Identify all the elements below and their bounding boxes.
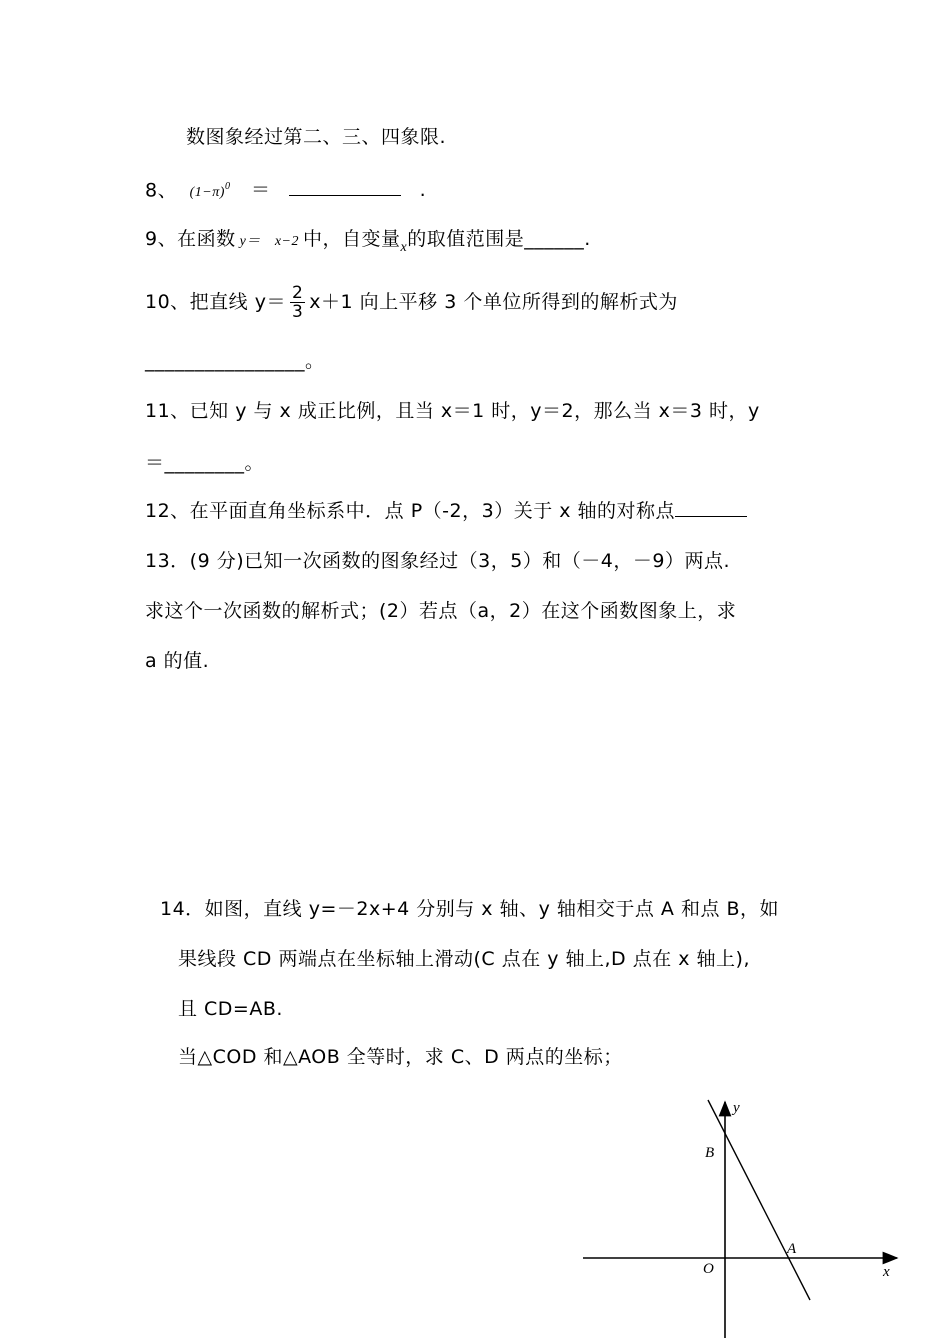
y-axis-label: y [733,1100,740,1116]
point-a-label: A [787,1241,797,1257]
line-y-equals-minus-2x-plus-4 [708,1100,810,1300]
q9-x: x [400,240,408,255]
text-line-1: 数图象经过第二、三、四象限. [186,126,447,148]
question-11-line-1: 11、已知 y 与 x 成正比例，且当 x＝1 时，y＝2，那么当 x＝3 时，y [145,400,760,422]
question-14-line-2: 果线段 CD 两端点在坐标轴上滑动(C 点在 y 轴上,D 点在 x 轴上), [178,948,751,970]
question-13-line-1: 13．(9 分)已知一次函数的图象经过（3，5）和（－4，－9）两点. [145,550,731,572]
question-14-line-4: 当△COD 和△AOB 全等时，求 C、D 两点的坐标； [178,1046,623,1068]
question-12 [145,498,747,524]
question-11-line-2: ＝________。 [145,452,265,474]
q8-exponent: 0 [224,181,231,192]
question-13-line-2: 求这个一次函数的解析式；(2）若点（a，2）在这个函数图象上，求 [145,600,737,622]
q8-answer-blank[interactable] [289,177,401,196]
question-14-line-3: 且 CD=AB. [178,998,283,1020]
q8-equals: ＝ [250,179,271,202]
q10-fraction [290,284,305,321]
point-b-label: B [705,1145,715,1161]
q12-answer-blank[interactable] [675,498,747,517]
question-10 [145,284,678,321]
q10-numerator: 2 [291,283,304,303]
question-13-line-3: a 的值. [145,650,210,672]
q8-number: 8、 [145,179,178,202]
q8-period: . [419,179,427,202]
question-8 [145,174,426,206]
question-10-answer-line: ________________。 [145,350,325,372]
q9-text-b: 中，自变量 [302,228,401,250]
q8-expression: (1−π) [189,185,225,201]
q10-text-a: 10、把直线 y＝ [145,291,286,313]
q10-denominator: 3 [291,302,304,322]
origin-label: O [703,1261,714,1277]
x-axis-label: x [883,1264,890,1280]
q9-text-c: 的取值范围是______. [407,228,591,250]
coordinate-figure [575,1094,915,1344]
q10-text-b: x＋1 向上平移 3 个单位所得到的解析式为 [309,291,678,313]
q9-y: y＝ [239,234,261,249]
q9-text-a: 9、在函数 [145,228,236,250]
q9-expression: x−2 [274,234,299,249]
question-9 [145,226,591,261]
q12-text: 12、在平面直角坐标系中．点 P（-2，3）关于 x 轴的对称点 [145,500,676,522]
question-14-line-1: 14．如图，直线 y=－2x+4 分别与 x 轴、y 轴相交于点 A 和点 B，如 [160,898,780,920]
